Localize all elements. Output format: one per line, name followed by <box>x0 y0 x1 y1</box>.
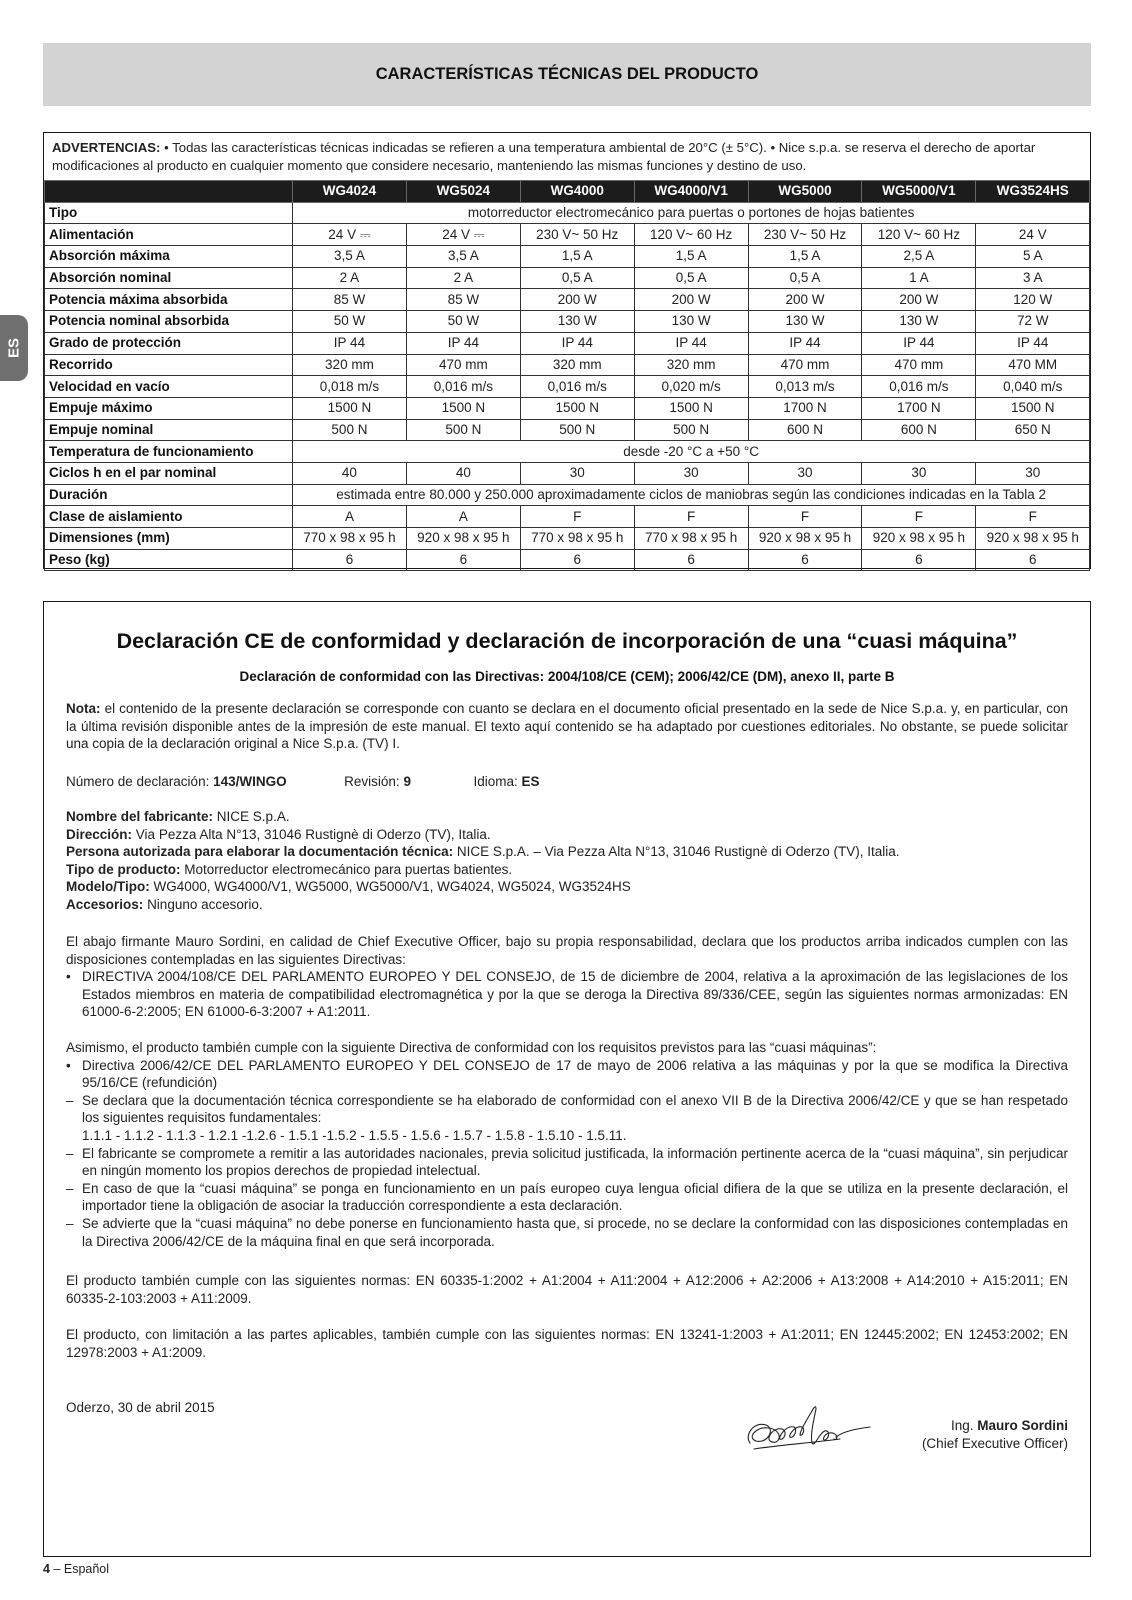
fabricante-value: NICE S.p.A. <box>216 809 290 824</box>
declaration-box <box>43 601 1091 1557</box>
table-cell: 120 V~ 60 Hz <box>634 224 748 246</box>
table-cell: 320 mm <box>293 354 407 376</box>
table-cell: 200 W <box>634 289 748 311</box>
signature-image <box>740 1391 880 1471</box>
row-label: Grado de protección <box>45 332 293 354</box>
table-cell: 30 <box>520 462 634 484</box>
row-label: Recorrido <box>45 354 293 376</box>
persona-line <box>66 843 1068 861</box>
asimismo-text: Asimismo, el producto también cumple con la siguiente Directiva de conformidad con los requisitos previstos para las “cuasi máquinas”: <box>66 1040 877 1055</box>
table-cell: 1500 N <box>520 397 634 419</box>
table-cell: 1500 N <box>406 397 520 419</box>
directiva-emc-text: DIRECTIVA 2004/108/CE DEL PARLAMENTO EUROPEO Y DEL CONSEJO, de 15 de diciembre de 2004, relativa a la aproximación de las legislaciones de los Estados miembros en materia de compatibilidad electromagnética y por la que se deroga la Directiva 89/336/CEE, según las siguientes normas armonizadas: EN 61000-6-2:2005; EN 61000-6-3:2007 + A1:2011. <box>82 969 1068 1020</box>
table-row <box>45 332 1090 354</box>
bullet-marker: • <box>66 1057 71 1073</box>
table-cell: 120 W <box>976 289 1090 311</box>
row-label: Alimentación <box>45 224 293 246</box>
table-row <box>45 419 1090 441</box>
table-cell: 3 A <box>976 267 1090 289</box>
row-label: Temperatura de funcionamiento <box>45 441 293 463</box>
table-cell: 0,5 A <box>520 267 634 289</box>
dash4-text: Se advierte que la “cuasi máquina” no debe ponerse en funcionamiento hasta que, si procede, no se declare la conformidad con las disposiciones contempladas en la Directiva 2006/42/CE de la máquina final en que será incorporada. <box>82 1215 1068 1249</box>
table-cell: IP 44 <box>748 332 862 354</box>
table-cell: 920 x 98 x 95 h <box>976 528 1090 550</box>
table-cell: 0,020 m/s <box>634 376 748 398</box>
accesorios-line <box>66 896 1068 914</box>
table-cell: 320 mm <box>634 354 748 376</box>
idioma-value: ES <box>521 774 540 789</box>
table-cell: IP 44 <box>520 332 634 354</box>
dash-item <box>66 1092 1068 1145</box>
table-cell: 130 W <box>634 311 748 333</box>
normas2-paragraph: El producto, con limitación a las partes aplicables, también cumple con las siguientes normas: EN 13241-1:2003 + A1:2011; EN 12445:2002; EN 12453:2002; EN 12978:2003 + A1:2009. <box>66 1327 1068 1360</box>
table-cell: IP 44 <box>406 332 520 354</box>
nota-text: el contenido de la presente declaración se corresponde con cuanto se declara en el documento oficial presentado en la sede de Nice S.p.a. y, en particular, con la última revisión disponible antes de la impresión de este manual. El texto aquí contenido se ha adaptado por cuestiones editoriales. No obstante, se puede solicitar una copia de la declaración original a Nice S.p.a. (TV) I. <box>66 701 1068 752</box>
table-cell: 85 W <box>406 289 520 311</box>
row-label: Absorción nominal <box>45 267 293 289</box>
table-cell: IP 44 <box>862 332 976 354</box>
table-cell: 6 <box>862 549 976 571</box>
table-cell: 30 <box>748 462 862 484</box>
table-cell: 1,5 A <box>748 246 862 268</box>
model-header: WG5000 <box>748 181 862 203</box>
table-cell: 30 <box>634 462 748 484</box>
asimismo-paragraph <box>66 1039 1068 1250</box>
table-cell: 1,5 A <box>634 246 748 268</box>
table-cell: 500 N <box>634 419 748 441</box>
table-row <box>45 528 1090 550</box>
footer-language: – Español <box>53 1562 110 1576</box>
table-cell: A <box>406 506 520 528</box>
dash3-text: En caso de que la “cuasi máquina” se ponga en funcionamiento en un país europeo cuya lengua oficial difiera de la que se utiliza en la presente declaración, el importador tiene la obligación de asociar la traducción correspondiente a esta declaración. <box>82 1180 1068 1214</box>
table-cell: 920 x 98 x 95 h <box>862 528 976 550</box>
table-row <box>45 289 1090 311</box>
table-cell: 1700 N <box>862 397 976 419</box>
table-cell: 1500 N <box>634 397 748 419</box>
table-cell: 50 W <box>406 311 520 333</box>
row-label: Potencia nominal absorbida <box>45 311 293 333</box>
signer-prefix: Ing. <box>950 1418 974 1433</box>
table-cell: 3,5 A <box>406 246 520 268</box>
table-cell-merged: desde -20 °C a +50 °C <box>293 441 1090 463</box>
dash1-text: Se declara que la documentación técnica correspondiente se ha elaborado de conformidad con el anexo VII B de la Directiva 2006/42/CE y que se han respetado los siguientes requisitos fundamentales: <box>82 1092 1068 1126</box>
firmante-paragraph <box>66 933 1068 1021</box>
table-row <box>45 484 1090 506</box>
table-cell: 1,5 A <box>520 246 634 268</box>
table-cell: 500 N <box>406 419 520 441</box>
revision-value: 9 <box>403 774 411 789</box>
table-cell: 2 A <box>406 267 520 289</box>
direccion-label: Dirección: <box>66 826 133 842</box>
dash-marker: – <box>66 1215 74 1231</box>
direccion-line <box>66 826 1068 844</box>
table-cell: 0,016 m/s <box>862 376 976 398</box>
table-cell: 650 N <box>976 419 1090 441</box>
warnings-note <box>52 139 1082 174</box>
table-cell: 200 W <box>520 289 634 311</box>
row-label: Tipo <box>45 202 293 224</box>
table-row <box>45 202 1090 224</box>
signer-block <box>922 1417 1068 1452</box>
table-cell: 24 V ⎓ <box>406 224 520 246</box>
declaration-number-line <box>66 773 1068 791</box>
table-cell: 2,5 A <box>862 246 976 268</box>
declaration-subtitle: Declaración de conformidad con las Directivas: 2004/108/CE (CEM); 2006/42/CE (DM), anexo II, parte B <box>239 669 895 684</box>
declaration-title: Declaración CE de conformidad y declaración de incorporación de una “cuasi máquina” <box>116 629 1018 653</box>
table-cell: 120 V~ 60 Hz <box>862 224 976 246</box>
dash2-text: El fabricante se compromete a remitir a las autoridades nacionales, previa solicitud justificada, la información pertinente acerca de la “cuasi máquina”, sin perjudicar en ningún momento los propios derechos de propiedad intelectual. <box>82 1145 1068 1179</box>
table-cell: 40 <box>406 462 520 484</box>
signer-role: (Chief Executive Officer) <box>921 1435 1068 1451</box>
table-cell: 6 <box>748 549 862 571</box>
table-cell: 920 x 98 x 95 h <box>406 528 520 550</box>
table-cell: F <box>634 506 748 528</box>
table-cell: 30 <box>976 462 1090 484</box>
specifications-box <box>43 132 1091 569</box>
table-cell: 130 W <box>520 311 634 333</box>
table-cell: 600 N <box>862 419 976 441</box>
table-row <box>45 246 1090 268</box>
direccion-value: Via Pezza Alta N°13, 31046 Rustignè di Oderzo (TV), Italia. <box>135 826 491 842</box>
table-cell: 500 N <box>520 419 634 441</box>
table-cell: 3,5 A <box>293 246 407 268</box>
table-cell: 40 <box>293 462 407 484</box>
table-cell: 200 W <box>862 289 976 311</box>
table-cell: 470 mm <box>862 354 976 376</box>
row-label: Ciclos h en el par nominal <box>45 462 293 484</box>
table-cell: IP 44 <box>634 332 748 354</box>
language-tab <box>0 315 28 381</box>
tipo-value: Motorreductor electromecánico para puertas batientes. <box>184 861 513 877</box>
fabricante-line <box>66 808 1068 826</box>
table-row <box>45 506 1090 528</box>
table-cell-merged: motorreductor electromecánico para puertas o portones de hojas batientes <box>293 202 1090 224</box>
signer-name: Mauro Sordini <box>977 1418 1068 1433</box>
table-row <box>45 224 1090 246</box>
dash-item <box>66 1145 1068 1180</box>
language-tab-label: ES <box>5 337 23 359</box>
dash-item <box>66 1215 1068 1250</box>
table-cell: F <box>520 506 634 528</box>
dash-marker: – <box>66 1145 74 1161</box>
specifications-table <box>44 180 1090 571</box>
table-cell: F <box>748 506 862 528</box>
accesorios-value: Ninguno accesorio. <box>147 896 263 912</box>
warnings-text: • Todas las características técnicas indicadas se refieren a una temperatura ambiental de 20°C (± 5°C). • Nice s.p.a. se reserva el derecho de aportar modificaciones al producto en cualquier momento que considere necesario, manteniendo las mismas funciones y destino de uso. <box>52 140 1036 173</box>
table-cell: 770 x 98 x 95 h <box>634 528 748 550</box>
table-cell: 24 V <box>976 224 1090 246</box>
table-cell: 72 W <box>976 311 1090 333</box>
row-label: Potencia máxima absorbida <box>45 289 293 311</box>
dash-marker: – <box>66 1180 74 1196</box>
manufacturer-block <box>66 808 1068 914</box>
directiva-emc-item <box>66 968 1068 1021</box>
table-row <box>45 397 1090 419</box>
numero-label: Número de declaración: <box>66 774 210 789</box>
table-cell: 6 <box>293 549 407 571</box>
table-cell: 130 W <box>748 311 862 333</box>
model-header: WG3524HS <box>976 181 1090 203</box>
table-cell: 1500 N <box>976 397 1090 419</box>
table-cell: 6 <box>976 549 1090 571</box>
firmante-intro: El abajo firmante Mauro Sordini, en calidad de Chief Executive Officer, bajo su propia responsabilidad, declara que los productos arriba indicados cumplen con las disposiciones contempladas en las siguientes Directivas: <box>66 934 1068 967</box>
table-cell: 5 A <box>976 246 1090 268</box>
specifications-table-body <box>45 202 1090 571</box>
requisitos-list: 1.1.1 - 1.1.2 - 1.1.3 - 1.2.1 -1.2.6 - 1.5.1 -1.5.2 - 1.5.5 - 1.5.6 - 1.5.7 - 1.5.8 - 1.5.10 - 1.5.11. <box>82 1127 627 1143</box>
model-header: WG4000/V1 <box>634 181 748 203</box>
table-cell: 130 W <box>862 311 976 333</box>
table-row <box>45 462 1090 484</box>
table-cell: IP 44 <box>293 332 407 354</box>
table-cell: 6 <box>634 549 748 571</box>
table-cell: 1700 N <box>748 397 862 419</box>
table-header-row <box>45 181 1090 203</box>
accesorios-label: Accesorios: <box>66 896 144 912</box>
numero-value: 143/WINGO <box>213 774 287 789</box>
modelo-label: Modelo/Tipo: <box>66 879 150 895</box>
table-cell: 320 mm <box>520 354 634 376</box>
table-cell: 6 <box>406 549 520 571</box>
modelo-line <box>66 878 1068 896</box>
place-date: Oderzo, 30 de abril 2015 <box>66 1400 215 1415</box>
modelo-value: WG4000, WG4000/V1, WG5000, WG5000/V1, WG4024, WG5024, WG3524HS <box>153 879 631 895</box>
page-number: 4 <box>43 1562 50 1576</box>
table-cell: 50 W <box>293 311 407 333</box>
table-cell: 24 V ⎓ <box>293 224 407 246</box>
normas1-paragraph: El producto también cumple con las siguientes normas: EN 60335-1:2002 + A1:2004 + A11:2004 + A12:2006 + A2:2006 + A13:2008 + A14:2010 + A15:2011; EN 60335-2-103:2003 + A11:2009. <box>66 1273 1068 1306</box>
table-cell: 85 W <box>293 289 407 311</box>
directiva-dm-text: Directiva 2006/42/CE DEL PARLAMENTO EUROPEO Y DEL CONSEJO de 17 de mayo de 2006 relativa a las máquinas y por la que se modifica la Directiva 95/16/CE (refundición) <box>82 1057 1068 1091</box>
table-row <box>45 376 1090 398</box>
dash-marker: – <box>66 1092 74 1108</box>
table-cell: 0,013 m/s <box>748 376 862 398</box>
table-cell: 470 mm <box>406 354 520 376</box>
table-cell: 1500 N <box>293 397 407 419</box>
table-cell: 0,040 m/s <box>976 376 1090 398</box>
table-cell: 600 N <box>748 419 862 441</box>
table-cell: 230 V~ 50 Hz <box>520 224 634 246</box>
table-cell: 920 x 98 x 95 h <box>748 528 862 550</box>
table-cell: 770 x 98 x 95 h <box>520 528 634 550</box>
row-label: Absorción máxima <box>45 246 293 268</box>
page-footer <box>43 1562 109 1576</box>
model-header: WG4024 <box>293 181 407 203</box>
table-cell: 470 MM <box>976 354 1090 376</box>
table-cell: IP 44 <box>976 332 1090 354</box>
row-label: Peso (kg) <box>45 549 293 571</box>
table-cell: 0,016 m/s <box>406 376 520 398</box>
table-cell: 500 N <box>293 419 407 441</box>
table-cell: F <box>862 506 976 528</box>
row-label: Empuje nominal <box>45 419 293 441</box>
persona-label: Persona autorizada para elaborar la documentación técnica: <box>66 844 454 860</box>
row-label: Duración <box>45 484 293 506</box>
idioma-label: Idioma: <box>473 774 518 789</box>
table-cell: 0,016 m/s <box>520 376 634 398</box>
revision-label: Revisión: <box>344 774 400 789</box>
table-row <box>45 354 1090 376</box>
nota-label: Nota: <box>66 701 101 716</box>
persona-value: NICE S.p.A. – Via Pezza Alta N°13, 31046 Rustignè di Oderzo (TV), Italia. <box>456 844 900 860</box>
model-header: WG5024 <box>406 181 520 203</box>
table-cell: F <box>976 506 1090 528</box>
table-row <box>45 311 1090 333</box>
table-row <box>45 441 1090 463</box>
table-cell: 230 V~ 50 Hz <box>748 224 862 246</box>
table-header-corner <box>45 181 293 203</box>
dash-item <box>66 1180 1068 1215</box>
tipo-label: Tipo de producto: <box>66 861 181 877</box>
row-label: Velocidad en vacío <box>45 376 293 398</box>
page-title: CARACTERÍSTICAS TÉCNICAS DEL PRODUCTO <box>375 65 759 83</box>
tipo-line <box>66 861 1068 879</box>
fabricante-label: Nombre del fabricante: <box>66 809 214 824</box>
row-label: Empuje máximo <box>45 397 293 419</box>
bullet-marker: • <box>66 969 71 985</box>
table-cell-merged: estimada entre 80.000 y 250.000 aproximadamente ciclos de maniobras según las condiciones indicadas en la Tabla 2 <box>293 484 1090 506</box>
table-cell: 200 W <box>748 289 862 311</box>
table-cell: 1 A <box>862 267 976 289</box>
table-cell: 0,5 A <box>634 267 748 289</box>
header-band <box>43 43 1091 106</box>
warnings-label: ADVERTENCIAS: <box>52 140 161 155</box>
directiva-dm-item <box>66 1057 1068 1092</box>
model-header: WG4000 <box>520 181 634 203</box>
table-cell: 0,018 m/s <box>293 376 407 398</box>
nota-paragraph <box>66 700 1068 753</box>
row-label: Dimensiones (mm) <box>45 528 293 550</box>
table-row <box>45 549 1090 571</box>
table-cell: A <box>293 506 407 528</box>
table-cell: 2 A <box>293 267 407 289</box>
table-cell: 770 x 98 x 95 h <box>293 528 407 550</box>
row-label: Clase de aislamiento <box>45 506 293 528</box>
table-cell: 30 <box>862 462 976 484</box>
table-cell: 6 <box>520 549 634 571</box>
table-row <box>45 267 1090 289</box>
table-cell: 0,5 A <box>748 267 862 289</box>
table-cell: 470 mm <box>748 354 862 376</box>
model-header: WG5000/V1 <box>862 181 976 203</box>
signer-name-line <box>922 1417 1068 1435</box>
